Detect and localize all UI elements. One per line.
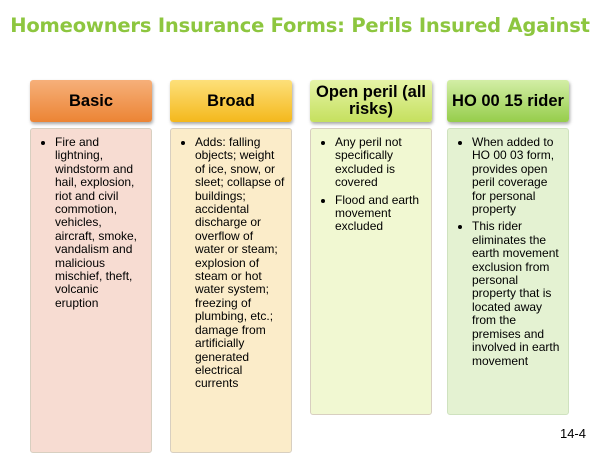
list-item: • When added to HO 00 03 form, provides open peril coverage for personal property — [472, 136, 562, 216]
column-header-open-peril: Open peril (all risks) — [310, 80, 432, 122]
list-item: • Fire and lightning, windstorm and hail, explosion, riot and civil commotion, vehicles, aircraft, smoke, vandalism and malicious mischief, theft, volcanic eruption — [55, 136, 145, 310]
column-open-peril — [310, 80, 432, 415]
slide-title: Homeowners Insurance Forms: Perils Insured Against — [10, 14, 590, 37]
slide-number: 14-4 — [559, 426, 586, 441]
column-header-basic: Basic — [30, 80, 152, 122]
column-body-broad — [170, 128, 292, 453]
column-body-basic — [30, 128, 152, 453]
list-item: • Adds: falling objects; weight of ice, snow, or sleet; collapse of buildings; accidental discharge or overflow of water or steam; explosion of steam or hot water system; freezing of plumbing, etc.; damage from artificially generated electrical currents — [195, 136, 285, 391]
column-basic — [30, 80, 152, 453]
list-item: • This rider eliminates the earth movement exclusion from personal property that is located away from the premises and involved in earth movement — [472, 220, 562, 367]
column-body-open-peril — [310, 128, 432, 415]
column-broad — [170, 80, 292, 453]
list-item: • Flood and earth movement excluded — [335, 194, 425, 234]
list-item: • Any peril not specifically excluded is covered — [335, 136, 425, 190]
column-body-rider — [447, 128, 569, 415]
column-rider — [447, 80, 569, 415]
column-header-rider: HO 00 15 rider — [447, 80, 569, 122]
column-header-broad: Broad — [170, 80, 292, 122]
